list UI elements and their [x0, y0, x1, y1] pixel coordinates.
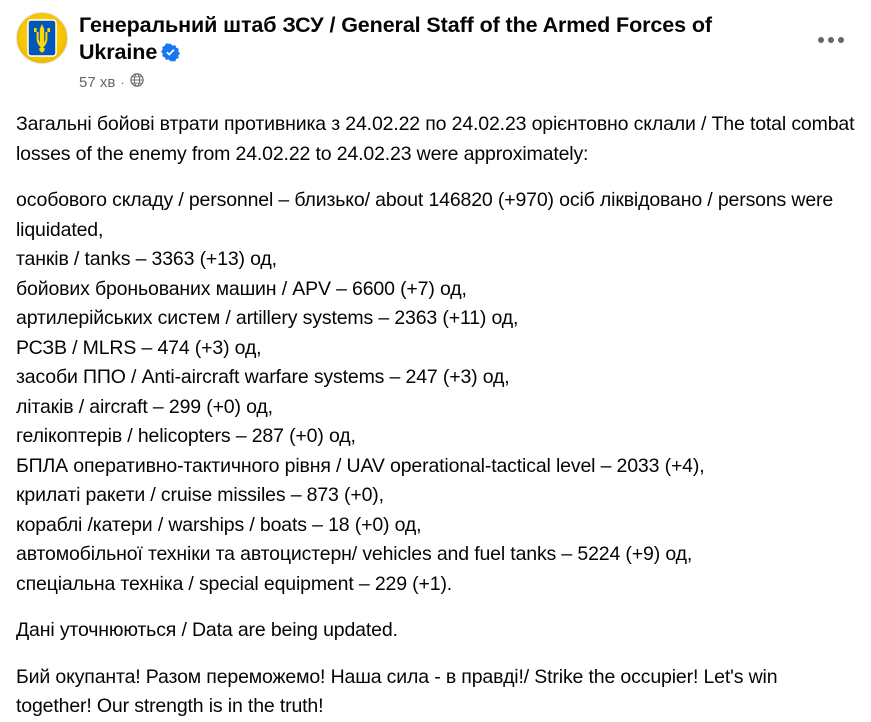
- list-item: артилерійських систем / artillery systems – 2363 (+11) од,: [16, 307, 519, 329]
- list-item: РСЗВ / MLRS – 474 (+3) од,: [16, 336, 262, 359]
- list-item: літаків / aircraft – 299 (+0) од,: [16, 395, 273, 418]
- list-item: гелікоптерів / helicopters – 287 (+0) од,: [16, 425, 356, 447]
- post-meta: [79, 73, 795, 92]
- page-title[interactable]: [79, 12, 795, 69]
- post-header: [16, 10, 855, 92]
- post-content: [16, 110, 855, 722]
- post-intro: Загальні бойові втрати противника з 24.02.22 по 24.02.23 орієнтовно склали / The total combat losses of the enemy from 24.02.22 to 24.02.23 were approximately:: [16, 113, 855, 165]
- ukraine-coat-of-arms-icon: [27, 19, 57, 57]
- list-item: засоби ППО / Anti-aircraft warfare systems – 247 (+3) од,: [16, 366, 510, 388]
- list-item: БПЛА оперативно-тактичного рівня / UAV operational-tactical level – 2033 (+4),: [16, 454, 705, 477]
- list-item: автомобільної техніки та автоцистерн/ vehicles and fuel tanks – 5224 (+9) од,: [16, 543, 693, 565]
- post-timestamp[interactable]: 57 хв: [79, 74, 116, 91]
- list-item: бойових броньованих машин / APV – 6600 (+7) од,: [16, 277, 467, 300]
- globe-icon[interactable]: [130, 73, 144, 92]
- page-name-text: Генеральний штаб ЗСУ / General Staff of the Armed Forces of Ukraine: [79, 13, 712, 64]
- more-options-dot: [818, 37, 824, 43]
- post-note: Дані уточнюються / Data are being updated.: [16, 619, 398, 641]
- verified-badge-icon: [161, 42, 180, 69]
- list-item: особового складу / personnel – близько/ about 146820 (+970) осіб ліквідовано / persons were liquidated,: [16, 189, 834, 241]
- more-options-dot: [838, 37, 844, 43]
- avatar[interactable]: [16, 12, 68, 64]
- header-text: [79, 12, 855, 92]
- list-item: кораблі /катери / warships / boats – 18 (+0) од,: [16, 513, 422, 536]
- list-item: танків / tanks – 3363 (+13) од,: [16, 248, 277, 270]
- meta-separator: ·: [120, 75, 125, 90]
- list-item: крилаті ракети / cruise missiles – 873 (+0),: [16, 484, 384, 506]
- more-options-dot: [828, 37, 834, 43]
- losses-list: [16, 186, 855, 599]
- more-options-button[interactable]: [813, 22, 849, 58]
- post-slogan: Бий окупанта! Разом переможемо! Наша сила - в правді!/ Strike the occupier! Let's win together! Our strength is in the truth!: [16, 665, 778, 717]
- list-item: спеціальна техніка / special equipment – 229 (+1).: [16, 572, 453, 595]
